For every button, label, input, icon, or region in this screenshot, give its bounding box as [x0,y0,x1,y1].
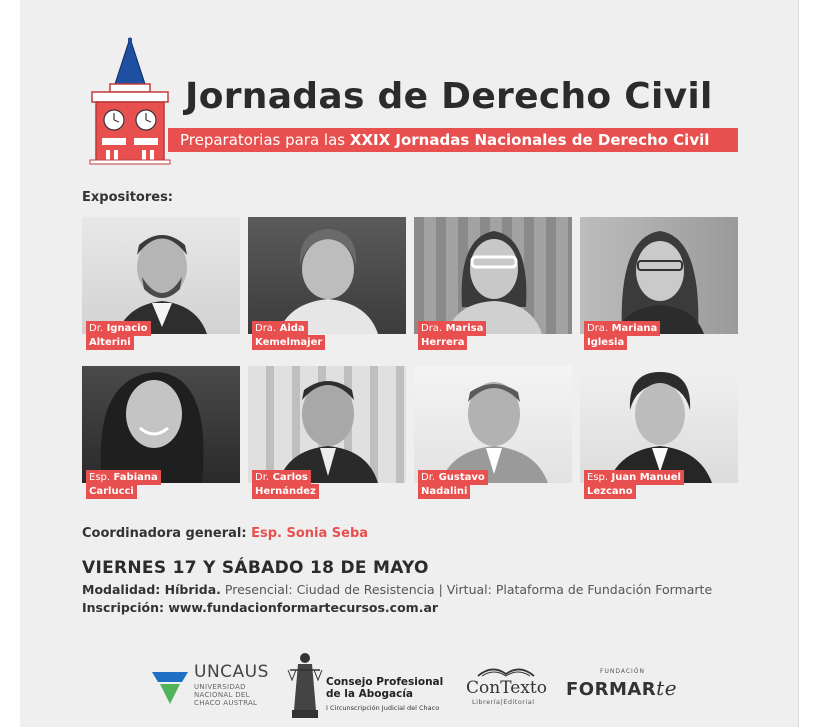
formarte-logo [566,668,676,708]
speaker-photo [580,366,738,483]
speaker-name-line2: Lezcano [584,484,636,499]
subtitle-bold: XXIX Jornadas Nacionales de Derecho Civil [349,131,710,149]
speaker-photo [248,217,406,334]
speaker-card [580,366,738,497]
event-date: VIERNES 17 Y SÁBADO 18 DE MAYO [82,558,429,578]
speaker-card [414,366,572,497]
registration-label: Inscripción: [82,600,169,615]
speaker-name-line1: Esp. Fabiana [86,470,161,485]
speaker-photo [414,366,572,483]
modality-line [82,582,712,597]
speaker-name-line2: Alterini [86,335,134,350]
uncaus-logo [152,662,272,714]
coordinator-name: Esp. Sonia Seba [251,526,369,541]
speaker-name-line1: Dr. Ignacio [86,321,151,336]
consejo-name-line2: de la Abogacía [326,688,413,700]
uncaus-name: UNCAUS [194,662,269,682]
speaker-photo [248,366,406,483]
consejo-sub: I Circunscripción Judicial del Chaco [326,704,440,712]
coordinator-line [82,526,368,541]
modality-text: Presencial: Ciudad de Resistencia | Virtual: Plataforma de Fundación Formarte [220,582,713,597]
speakers-label: Expositores: [82,190,174,205]
subtitle-prefix: Preparatorias para las [180,131,350,149]
speaker-card [82,217,240,348]
speaker-name-line1: Dr. Carlos [252,470,311,485]
speaker-name-line1: Dr. Gustavo [418,470,488,485]
formarte-name: FORMAR [566,679,657,700]
clock-tower-icon [88,38,172,164]
contexto-name: ConTexto [466,678,547,698]
registration-line [82,600,438,615]
consejo-logo [286,650,456,722]
speaker-name-line2: Iglesia [584,335,627,350]
speaker-name-line1: Esp. Juan Manuel [584,470,684,485]
speaker-photo [82,217,240,334]
uncaus-sub1: UNIVERSIDAD [194,683,246,691]
speaker-card [82,366,240,497]
open-book-icon [476,664,536,678]
contexto-sub: Librería|Editorial [472,698,535,706]
formarte-script: te [656,676,678,700]
formarte-top: FUNDACIÓN [600,668,646,675]
speaker-photo [414,217,572,334]
event-title: Jornadas de Derecho Civil [185,76,713,117]
uncaus-sub2: NACIONAL DEL [194,691,250,699]
speaker-card [414,217,572,348]
speaker-card [248,366,406,497]
registration-url[interactable]: www.fundacionformartecursos.com.ar [168,600,439,615]
coordinator-label: Coordinadora general: [82,526,252,541]
speaker-name-line2: Kemelmajer [252,335,325,350]
contexto-logo [466,664,556,710]
justice-statue-icon [286,650,324,720]
speaker-photo [580,217,738,334]
consejo-name-line1: Consejo Profesional [326,676,444,688]
speaker-name-line1: Dra. Aida [252,321,308,336]
speaker-name-line2: Hernández [252,484,319,499]
speaker-card [248,217,406,348]
speaker-name-line2: Nadalini [418,484,470,499]
speaker-name-line1: Dra. Mariana [584,321,660,336]
uncaus-sub3: CHACO AUSTRAL [194,699,258,707]
uncaus-emblem-icon [152,666,188,706]
speaker-name-line1: Dra. Marisa [418,321,486,336]
subtitle-banner [168,128,738,152]
speaker-photo [82,366,240,483]
speaker-card [580,217,738,348]
speaker-name-line2: Carlucci [86,484,137,499]
speaker-name-line2: Herrera [418,335,467,350]
modality-label: Modalidad: Híbrida. [82,582,221,597]
event-poster [20,0,799,727]
